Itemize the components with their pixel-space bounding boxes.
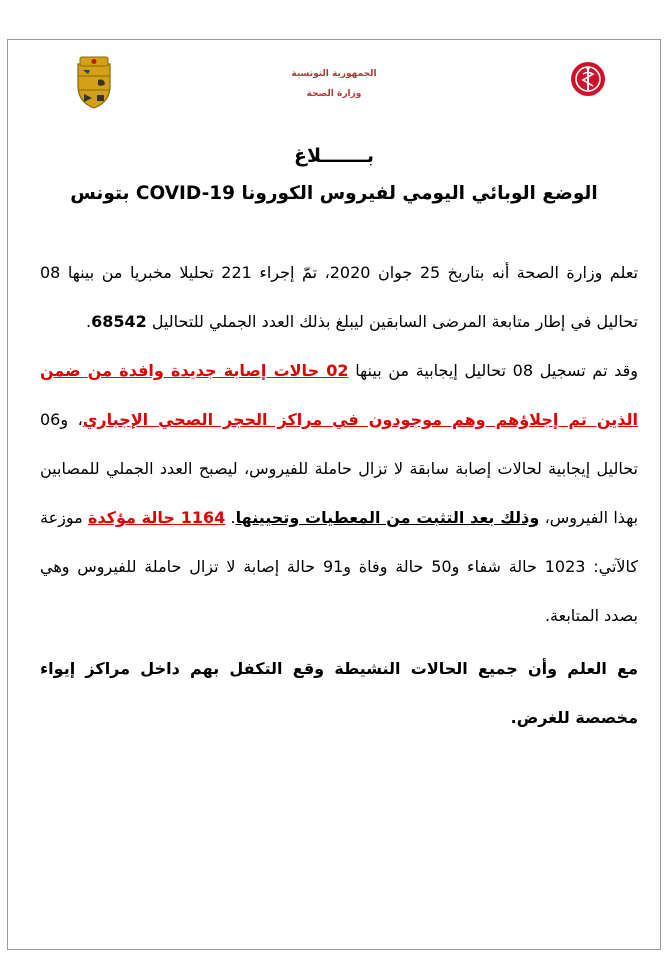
tests-text: تعلم وزارة الصحة أنه بتاريخ 25 جوان 2020، تمّ إجراء 221 تحليلا مخبريا من بينها 08 تحاليل في إطار متابعة المرضى السابقين ليبلغ بذلك العدد الجملي للتحاليل xyxy=(40,263,639,331)
title-block xyxy=(8,142,660,208)
paragraph-note: مع العلم وأن جميع الحالات النشيطة وقع التكفل بهم داخل مراكز إيواء مخصصة للغرض. xyxy=(40,659,638,727)
letterhead-text xyxy=(8,64,660,104)
cases-middle: ، و06 تحاليل إيجابية لحالات إصابة سابقة لا تزال حاملة للفيروس، ليصبح العدد الجملي للمصابين بهذا الفيروس، xyxy=(40,410,639,527)
tests-end: . xyxy=(86,312,92,331)
ministry-health-logo-icon xyxy=(570,61,606,97)
cases-breakdown: موزعة كالآتي: 1023 حالة شفاء و50 حالة وفاة و91 حالة إصابة لا تزال حاملة للفيروس وهي بصدد المتابعة. xyxy=(40,508,639,625)
communique-body xyxy=(40,248,638,742)
confirmed-total-highlight: 1164 حالة مؤكدة xyxy=(87,508,226,527)
ministry-label: وزارة الصحة xyxy=(306,89,362,99)
cases-intro: وقد تم تسجيل 08 تحاليل إيجابية من بينها xyxy=(355,361,639,380)
new-cases-highlight: 02 حالات إصابة جديدة وافدة من ضمن الذين تم إجلاؤهم وهم موجودون في مراكز الحجر الصحي الإجباري xyxy=(40,361,638,429)
letterhead xyxy=(8,40,660,150)
cases-dot: . xyxy=(230,508,236,527)
communique-title: بـــــــلاغ xyxy=(294,145,374,167)
subject-title: الوضع الوبائي اليومي لفيروس الكورونا COVID-19 بتونس xyxy=(70,183,598,204)
paragraph-tests xyxy=(40,248,638,346)
paragraph-cases xyxy=(40,346,638,640)
republic-label: الجمهورية التونسية xyxy=(291,69,377,79)
tests-total: 68542 xyxy=(91,312,147,331)
verification-note: وذلك بعد التثبت من المعطيات وتحيينها xyxy=(235,508,540,527)
document-frame xyxy=(7,39,661,950)
